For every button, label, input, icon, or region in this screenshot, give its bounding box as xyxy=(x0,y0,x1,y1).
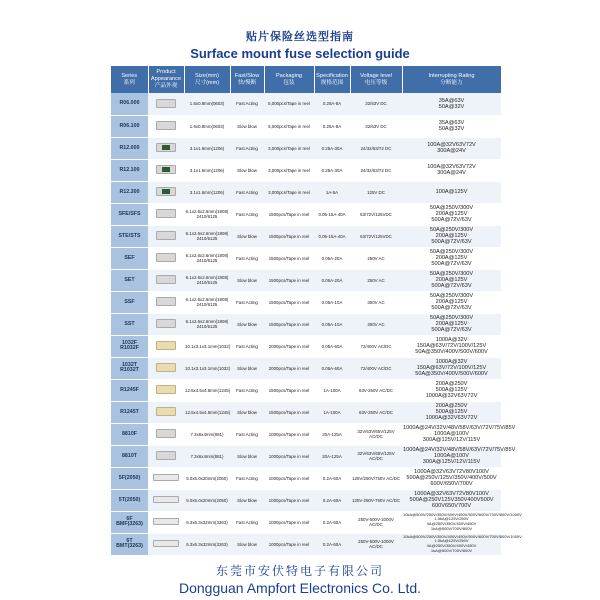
rating-cell: 1000A@32V63V72V80V100V 500A@250V125V350V400V500V 600V650V700V xyxy=(402,489,501,511)
size-cell: 6.1x2.6x2.6mm(1808) 2410/6125 xyxy=(184,225,230,247)
table-row xyxy=(111,181,501,203)
packaging-cell: 1000pcs/Tape in reel xyxy=(264,511,314,533)
series-cell: R06.000 xyxy=(111,93,148,115)
packaging-cell: 1500pcs/Tape in reel xyxy=(264,291,314,313)
column-header xyxy=(111,66,148,93)
voltage-cell: 250V-500V-1000V AC/DC xyxy=(350,511,402,533)
table-row xyxy=(111,225,501,247)
table-row xyxy=(111,401,501,423)
series-cell: 8810F xyxy=(111,423,148,445)
fuse-product-image xyxy=(156,165,176,174)
rating-cell: 50A@250V/300V 200A@125V 500A@72V/63V xyxy=(402,203,501,225)
column-header xyxy=(264,66,314,93)
product-appearance-cell xyxy=(148,137,184,159)
packaging-cell: 1000pcs/Tape in reel xyxy=(264,445,314,467)
specification-cell: 0.25A-30A xyxy=(314,137,350,159)
rating-cell: 35A@63V 50A@32V xyxy=(402,115,501,137)
fuse-product-image xyxy=(156,209,176,218)
specification-cell: 0.2A-60A xyxy=(314,533,350,555)
size-cell: 7.3x6x4mm(881) xyxy=(184,423,230,445)
specification-cell: 0.05A-20A xyxy=(314,269,350,291)
speed-cell: Slow blow xyxy=(230,401,264,423)
fuse-product-image xyxy=(153,474,179,481)
series-cell: SFE/SFS xyxy=(111,203,148,225)
column-header-cn: 快/慢断 xyxy=(237,79,257,86)
column-header xyxy=(350,66,402,93)
rating-cell: 100A@32V63V72V 300A@24V xyxy=(402,137,501,159)
series-cell: 5F(2050) xyxy=(111,467,148,489)
table-row xyxy=(111,159,501,181)
packaging-cell: 3,000pcs/Tape in reel xyxy=(264,159,314,181)
specification-cell: 0.05A-60A xyxy=(314,335,350,357)
size-cell: 1.6x0.8mm(0603) xyxy=(184,93,230,115)
packaging-cell: 2000pcs/Tape in reel xyxy=(264,335,314,357)
packaging-cell: 1500pcs/Tape in reel xyxy=(264,379,314,401)
speed-cell: Fast Acting xyxy=(230,203,264,225)
size-cell: 10.1x3.1x3.1mm(1032) xyxy=(184,357,230,379)
packaging-cell: 1500pcs/Tape in reel xyxy=(264,313,314,335)
fuse-product-image xyxy=(156,231,176,240)
speed-cell: Fast Acting xyxy=(230,291,264,313)
column-header-en: Voltage level xyxy=(360,72,392,79)
table-row xyxy=(111,489,501,511)
specification-cell: 20A-125A xyxy=(314,423,350,445)
product-appearance-cell xyxy=(148,93,184,115)
column-header xyxy=(402,66,501,93)
page-titles xyxy=(0,28,600,61)
rating-cell: 1000A@24V/32V/48V/58V/63V/72V/75V/85V 1000A@100V 300A@125V/12V/115V xyxy=(403,447,516,465)
packaging-cell: 1000pcs/Tape in reel xyxy=(264,489,314,511)
specification-cell: 0.05-15A-40A xyxy=(314,203,350,225)
product-appearance-cell xyxy=(148,357,184,379)
specification-cell: 0.25A-30A xyxy=(314,159,350,181)
series-cell: R06.100 xyxy=(111,115,148,137)
specification-cell: 0.05A-60A xyxy=(314,357,350,379)
voltage-cell: 72/400V AC/DC xyxy=(350,357,402,379)
voltage-cell: 24/32/63/72 DC xyxy=(350,137,402,159)
fuse-product-image xyxy=(156,253,176,262)
voltage-cell: 250V-500V-1000V AC/DC xyxy=(350,533,402,555)
voltage-cell: 250V AC xyxy=(350,269,402,291)
column-header-cn: 系列 xyxy=(123,79,135,86)
voltage-cell: 32/63V DC xyxy=(350,93,402,115)
column-header-cn: 尺寸(mm) xyxy=(194,79,220,86)
product-appearance-cell xyxy=(148,335,184,357)
packaging-cell: 5,000pcs/Tape in reel xyxy=(264,115,314,137)
rating-cell: 50A@250V/300V 200A@125V 500A@72V/63V xyxy=(402,291,501,313)
speed-cell: Slow blow xyxy=(230,357,264,379)
size-cell: 5.0x5.0x20mm(2050) xyxy=(184,489,230,511)
product-appearance-cell xyxy=(148,313,184,335)
table-row xyxy=(111,137,501,159)
table-header xyxy=(111,66,501,93)
product-appearance-cell xyxy=(148,489,184,511)
specification-cell: 0.2A-60A xyxy=(314,511,350,533)
size-cell: 12.5x4.5x4.5mm(1245) xyxy=(184,401,230,423)
packaging-cell: 1000pcs/Tape in reel xyxy=(264,533,314,555)
size-cell: 6.1x2.6x2.6mm(1808) 2410/6125 xyxy=(184,203,230,225)
table-row xyxy=(111,445,501,467)
company-footer xyxy=(0,562,600,596)
table-row xyxy=(111,291,501,313)
packaging-cell: 1500pcs/Tape in reel xyxy=(264,225,314,247)
size-cell: 6.1x2.6x2.6mm(1808) 2410/6125 xyxy=(184,269,230,291)
rating-cell: 35A@63V 50A@32V xyxy=(402,93,501,115)
packaging-cell: 1500pcs/Tape in reel xyxy=(264,203,314,225)
size-cell: 6.1x2.6x2.6mm(1808) 2410/6125 xyxy=(184,313,230,335)
specification-cell: 1A-100A xyxy=(314,379,350,401)
rating-cell: 200A@250V 500A@125V 1000A@32V63V72V xyxy=(402,379,501,401)
table-row xyxy=(111,511,501,533)
series-cell: SSF xyxy=(111,291,148,313)
rating-cell: 50A@250V/300V 200A@125V 500A@72V/63V xyxy=(402,269,501,291)
column-header-en: Size(mm) xyxy=(195,72,219,79)
series-cell: 1032T R1032T xyxy=(111,357,148,379)
specification-cell: 0.2A-60A xyxy=(314,489,350,511)
series-cell: SET xyxy=(111,269,148,291)
column-header xyxy=(148,66,184,93)
speed-cell: Fast Acting xyxy=(230,181,264,203)
rating-cell: 10kA@500V/250V/350V/400V/450V/500V/600V/700V/800V/1000V 1.5kA@125V/250V 4A@250V/350V/400V/450V 1kA@500V/700V/800V xyxy=(402,533,501,555)
speed-cell: Fast Acting xyxy=(230,93,264,115)
voltage-cell: 32V/63V/65V/125V AC/DC xyxy=(350,445,402,467)
table-row xyxy=(111,269,501,291)
series-cell: SEF xyxy=(111,247,148,269)
rating-cell: 1000A@32V 150A@63V/72V/100V/125V 50A@350V/400V/500V/600V xyxy=(402,335,501,357)
table-row xyxy=(111,467,501,489)
speed-cell: Fast Acting xyxy=(230,379,264,401)
title-english: Surface mount fuse selection guide xyxy=(190,46,410,61)
voltage-cell: 24/32/63/72 DC xyxy=(350,159,402,181)
series-cell: 6T BMT(3263) xyxy=(111,533,148,555)
rating-cell: 50A@250V/300V 200A@125V 500A@72V/63V xyxy=(402,247,501,269)
size-cell: 6.1x2.6x2.6mm(1808) 2410/6125 xyxy=(184,247,230,269)
product-appearance-cell xyxy=(148,225,184,247)
product-appearance-cell xyxy=(148,423,184,445)
fuse-product-image xyxy=(156,143,176,152)
series-cell: 1032F R1032F xyxy=(111,335,148,357)
column-header xyxy=(314,66,350,93)
fuse-product-image xyxy=(156,121,176,130)
fuse-product-image xyxy=(156,319,176,328)
column-header-en: Series xyxy=(121,72,138,79)
column-header xyxy=(184,66,230,93)
size-cell: 5.0x5.0x20mm(2050) xyxy=(184,467,230,489)
specification-cell: 0.05A-20A xyxy=(314,247,350,269)
series-cell: R12.300 xyxy=(111,181,148,203)
voltage-cell: 63V-250V AC/DC xyxy=(350,379,402,401)
specification-cell: 0.2A-60A xyxy=(314,467,350,489)
specification-cell: 1A-5A xyxy=(314,181,350,203)
voltage-cell: 63/72V/125VDC xyxy=(350,203,402,225)
specification-cell: 1A-100A xyxy=(314,401,350,423)
fuse-product-image xyxy=(156,429,176,438)
series-cell: R12.100 xyxy=(111,159,148,181)
voltage-cell: 125V-250V-750V AC/DC xyxy=(350,489,402,511)
rating-cell: 50A@250V/300V 200A@125V 500A@72V/63V xyxy=(402,225,501,247)
packaging-cell: 1000pcs/Tape in reel xyxy=(264,423,314,445)
voltage-cell: 250V AC xyxy=(350,247,402,269)
fuse-product-image xyxy=(156,297,176,306)
table-row xyxy=(111,423,501,445)
rating-cell: 10kA@500V/250V/350V/400V/450V/500V/600V/700V/800V/1000V 1.5kA@125V/250V 4A@250V/350V/400V/450V 1kA@500V/700V/800V xyxy=(402,511,501,533)
size-cell: 7.3x6x4mm(881) xyxy=(184,445,230,467)
table-row xyxy=(111,313,501,335)
fuse-product-image xyxy=(156,363,176,372)
product-appearance-cell xyxy=(148,467,184,489)
voltage-cell: 63V-250V AC/DC xyxy=(350,401,402,423)
rating-cell: 1000A@24V/32V/48V/58V/63V/72V/75V/85V 1000A@100V 300A@125V/12V/115V xyxy=(403,425,516,443)
series-cell: STE/STS xyxy=(111,225,148,247)
column-header-cn: 包装 xyxy=(283,79,295,86)
packaging-cell: 1000pcs/Tape in reel xyxy=(264,467,314,489)
packaging-cell: 1500pcs/Tape in reel xyxy=(264,269,314,291)
company-name-chinese: 东莞市安伏特电子有限公司 xyxy=(215,564,384,578)
series-cell: R1245T xyxy=(111,401,148,423)
product-appearance-cell xyxy=(148,159,184,181)
table-row xyxy=(111,335,501,357)
specification-cell: 0.25A-8A xyxy=(314,93,350,115)
voltage-cell: 300V AC xyxy=(350,313,402,335)
size-cell: 3.1x1.6mm(1206) xyxy=(184,159,230,181)
size-cell: 3.1x1.6mm(1206) xyxy=(184,137,230,159)
rating-cell: 200A@250V 500A@125V 1000A@32V63V72V xyxy=(402,401,501,423)
column-header-en: Fast/Slow xyxy=(234,72,260,79)
product-appearance-cell xyxy=(148,533,184,555)
table-row xyxy=(111,203,501,225)
size-cell: 12.5x4.5x4.5mm(1245) xyxy=(184,379,230,401)
column-header-en: Interrupting Rating xyxy=(428,72,475,79)
product-appearance-cell xyxy=(148,115,184,137)
series-cell: R12.000 xyxy=(111,137,148,159)
series-cell: 8810T xyxy=(111,445,148,467)
series-cell: 6F BMF(3263) xyxy=(111,511,148,533)
title-chinese: 贴片保险丝选型指南 xyxy=(246,31,354,43)
specification-cell: 0.25A-8A xyxy=(314,115,350,137)
fuse-product-image xyxy=(156,385,176,394)
specification-cell: 0.05A-10A xyxy=(314,313,350,335)
speed-cell: Fast Acting xyxy=(230,511,264,533)
voltage-cell: 63/72V/125VDC xyxy=(350,225,402,247)
speed-cell: Slow blow xyxy=(230,225,264,247)
voltage-cell: 32/63V DC xyxy=(350,115,402,137)
rating-cell: 100A@125V xyxy=(402,181,501,203)
product-appearance-cell xyxy=(148,445,184,467)
column-header-en: Packaging xyxy=(275,72,303,79)
speed-cell: Slow blow xyxy=(230,489,264,511)
voltage-cell: 72/400V AC/DC xyxy=(350,335,402,357)
size-cell: 1.6x0.8mm(0603) xyxy=(184,115,230,137)
packaging-cell: 1500pcs/Tape in reel xyxy=(264,247,314,269)
speed-cell: Slow blow xyxy=(230,115,264,137)
series-cell: SST xyxy=(111,313,148,335)
packaging-cell: 1500pcs/Tape in reel xyxy=(264,401,314,423)
table-row xyxy=(111,357,501,379)
product-appearance-cell xyxy=(148,269,184,291)
product-appearance-cell xyxy=(148,379,184,401)
speed-cell: Fast Acting xyxy=(230,335,264,357)
fuse-selection-table xyxy=(111,66,522,556)
speed-cell: Fast Acting xyxy=(230,423,264,445)
size-cell: 6.3x6.3x32mm(3263) xyxy=(184,511,230,533)
speed-cell: Slow blow xyxy=(230,445,264,467)
product-appearance-cell xyxy=(148,511,184,533)
fuse-product-image xyxy=(153,518,179,525)
column-header-cn: 电压等级 xyxy=(364,79,388,86)
speed-cell: Fast Acting xyxy=(230,247,264,269)
speed-cell: Slow blow xyxy=(230,269,264,291)
table-row xyxy=(111,93,501,115)
speed-cell: Fast Acting xyxy=(230,467,264,489)
series-cell: R1245F xyxy=(111,379,148,401)
fuse-product-image xyxy=(153,540,179,547)
voltage-cell: 300V AC xyxy=(350,291,402,313)
table-row xyxy=(111,247,501,269)
column-header-en: Product Appearance xyxy=(150,69,182,82)
column-header-en: Specification xyxy=(316,72,348,79)
table-row xyxy=(111,379,501,401)
product-appearance-cell xyxy=(148,203,184,225)
voltage-cell: 32V/63V/65V/125V AC/DC xyxy=(350,423,402,445)
rating-cell: 1000A@32V 150A@63V/72V/100V/125V 50A@350V/400V/500V/600V xyxy=(402,357,501,379)
column-header xyxy=(230,66,264,93)
speed-cell: Fast Acting xyxy=(230,137,264,159)
speed-cell: Slow blow xyxy=(230,533,264,555)
fuse-product-image xyxy=(156,341,176,350)
size-cell: 10.1x3.1x3.1mm(1032) xyxy=(184,335,230,357)
packaging-cell: 3,000pcs/Tape in reel xyxy=(264,137,314,159)
packaging-cell: 2000pcs/Tape in reel xyxy=(264,357,314,379)
packaging-cell: 3,000pcs/Tape in reel xyxy=(264,181,314,203)
size-cell: 3.1x1.6mm(1206) xyxy=(184,181,230,203)
fuse-product-image xyxy=(156,451,176,460)
size-cell: 6.3x6.3x32mm(3263) xyxy=(184,533,230,555)
fuse-product-image xyxy=(156,407,176,416)
specification-cell: 0.05-15A-40A xyxy=(314,225,350,247)
column-header-cn: 产品外观 xyxy=(154,83,178,89)
rating-cell: 50A@250V/300V 200A@125V 500A@72V/63V xyxy=(402,313,501,335)
voltage-cell: 125V DC xyxy=(350,181,402,203)
table-row xyxy=(111,533,501,555)
table-row xyxy=(111,115,501,137)
rating-cell: 1000A@32V63V72V80V100V 500A@250V/125V/350V/400V/500V 600V/650V/700V xyxy=(402,467,501,489)
series-cell: 5T(2050) xyxy=(111,489,148,511)
fuse-product-image xyxy=(156,99,176,108)
fuse-product-image xyxy=(156,275,176,284)
rating-cell: 100A@32V63V72V 300A@24V xyxy=(402,159,501,181)
table-body xyxy=(111,93,522,555)
packaging-cell: 5,000pcs/Tape in reel xyxy=(264,93,314,115)
speed-cell: Slow blow xyxy=(230,159,264,181)
specification-cell: 20A-125A xyxy=(314,445,350,467)
fuse-product-image xyxy=(156,187,176,196)
company-name-english: Dongguan Ampfort Electronics Co. Ltd. xyxy=(178,580,422,596)
voltage-cell: 125V/250V/750V AC/DC xyxy=(350,467,402,489)
product-appearance-cell xyxy=(148,181,184,203)
fuse-product-image xyxy=(153,496,179,503)
column-header-cn: 规格范围 xyxy=(320,79,344,86)
specification-cell: 0.05A-10A xyxy=(314,291,350,313)
speed-cell: Slow blow xyxy=(230,313,264,335)
product-appearance-cell xyxy=(148,401,184,423)
product-appearance-cell xyxy=(148,291,184,313)
column-header-cn: 分断能力 xyxy=(440,79,463,86)
size-cell: 6.1x2.6x2.6mm(1808) 2410/6125 xyxy=(184,291,230,313)
product-appearance-cell xyxy=(148,247,184,269)
